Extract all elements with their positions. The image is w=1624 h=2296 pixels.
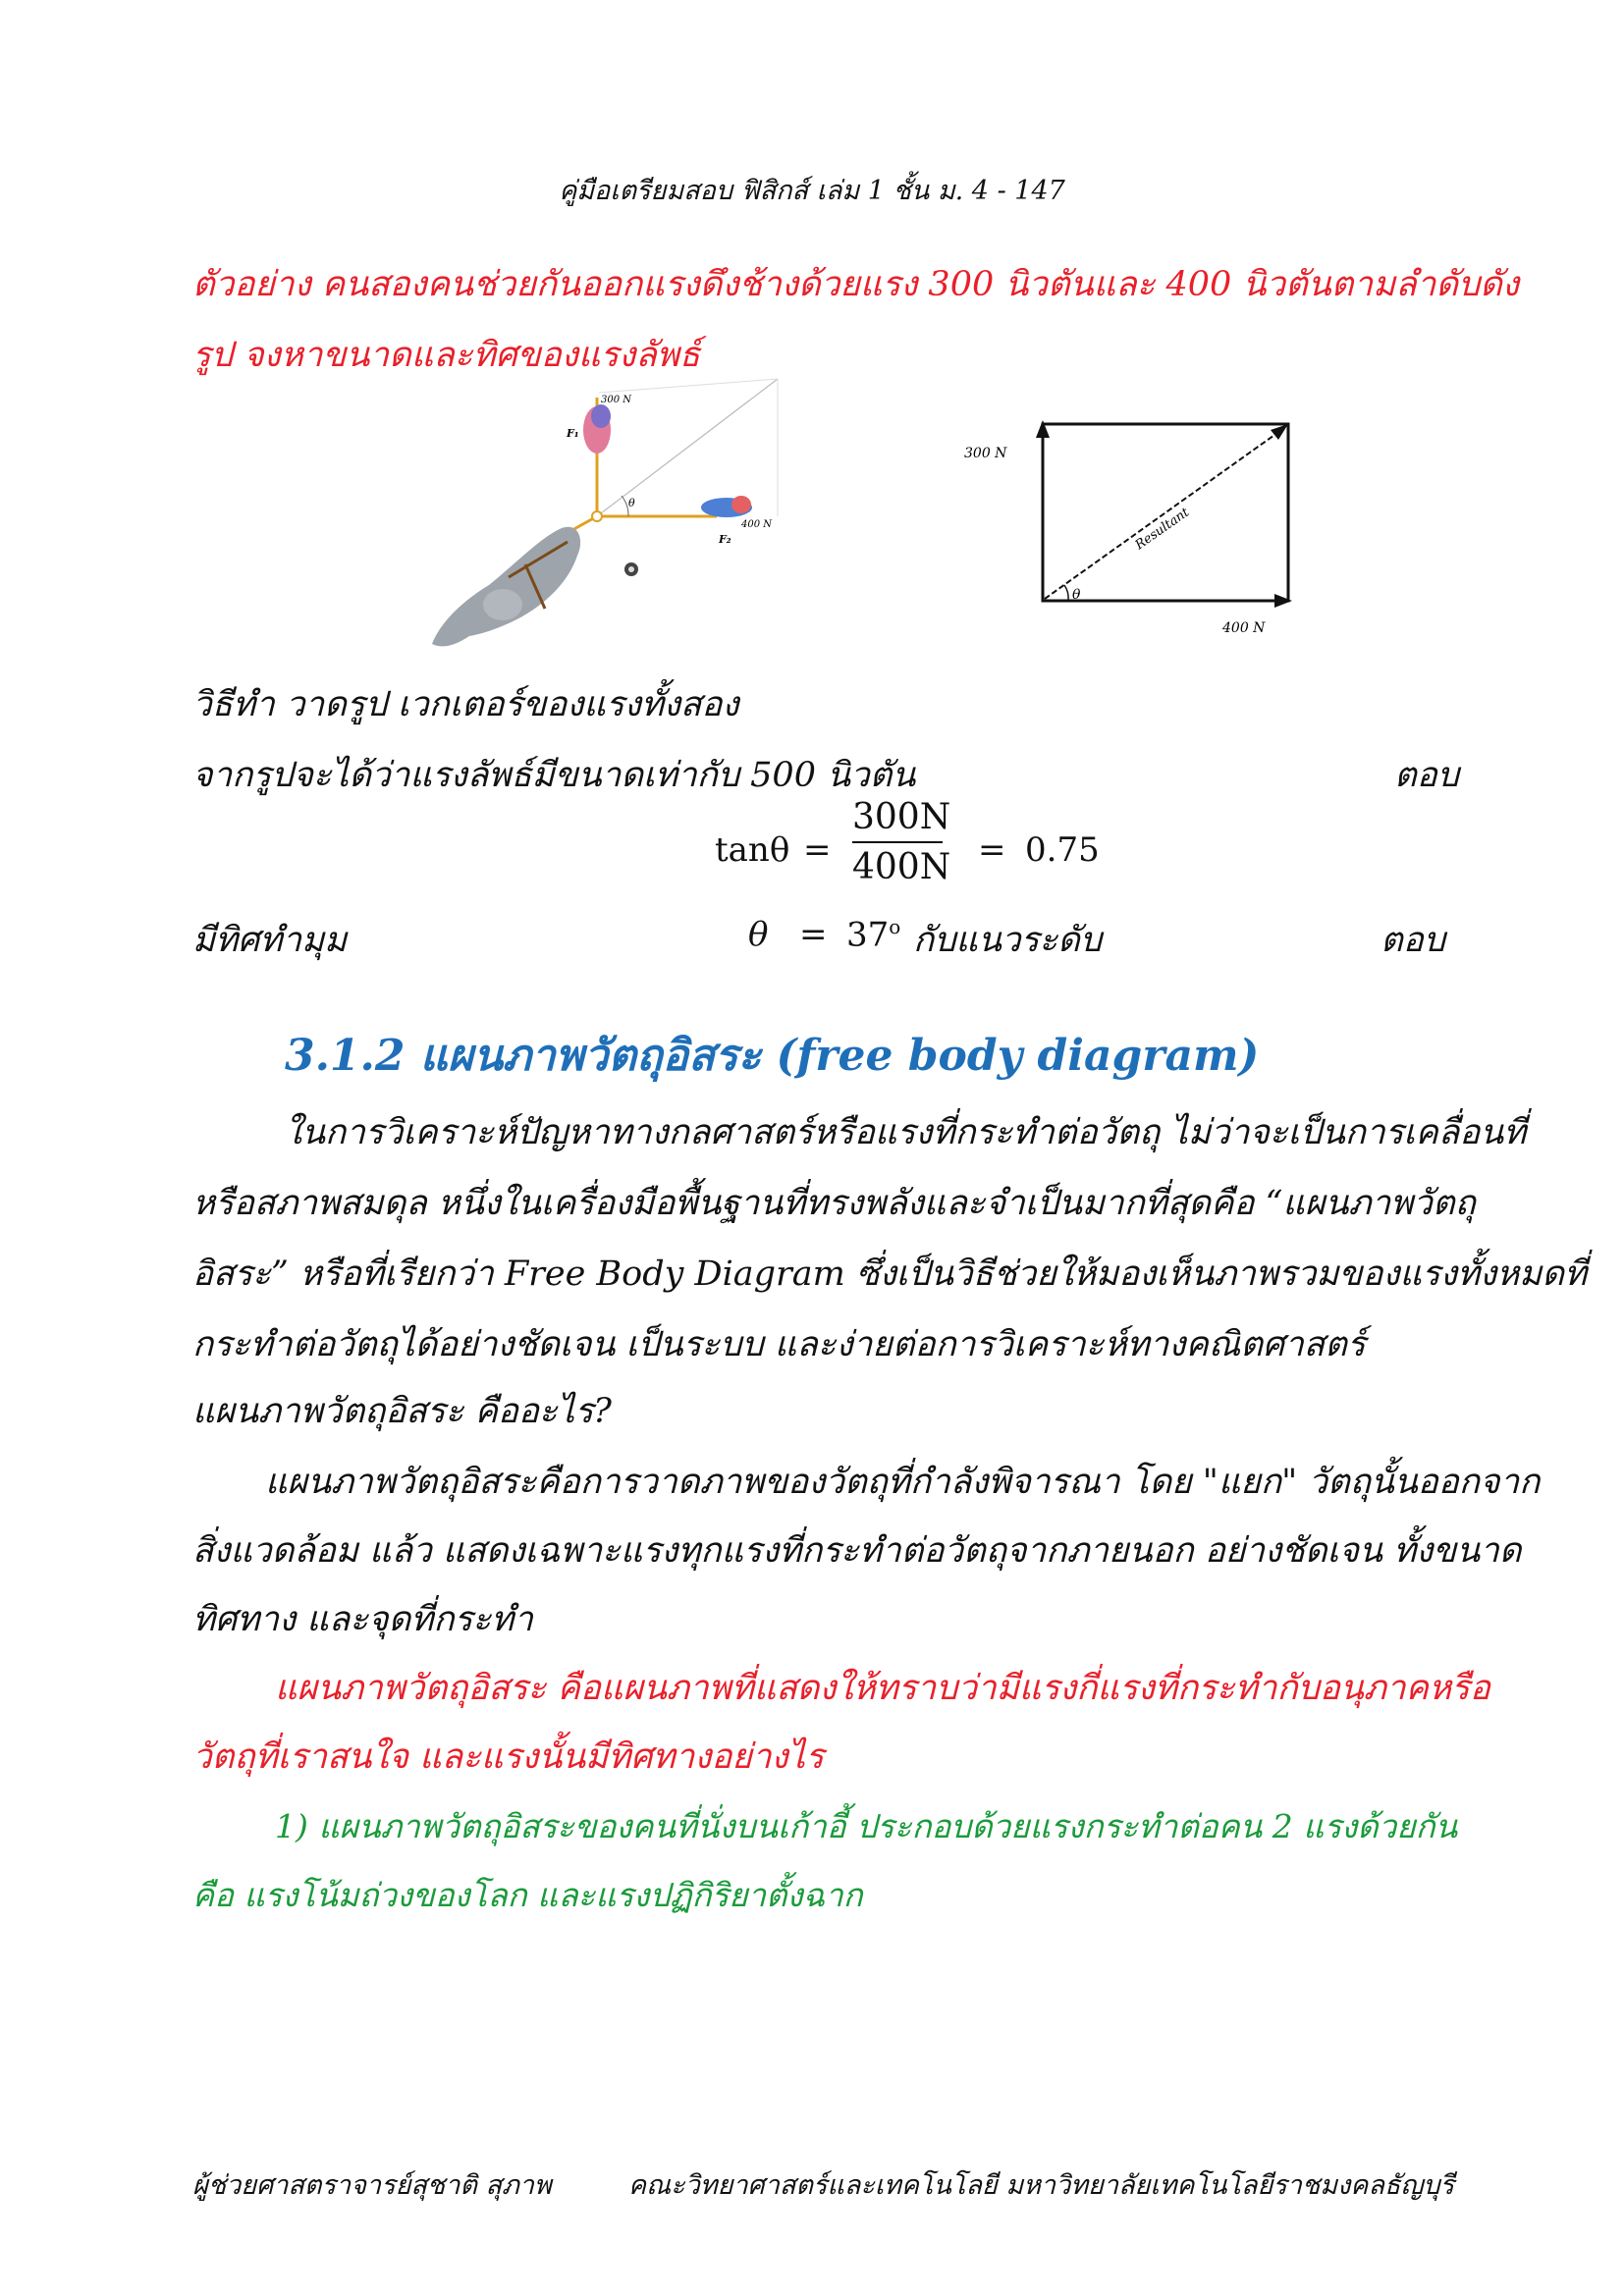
angle-reference: กับแนวระดับ [913, 921, 1103, 960]
example-item-line-2: คือ แรงโน้มถ่วงของโลก และแรงปฏิกิริยาตั้งฉาก [192, 1876, 863, 1914]
solution-line-1: วิธีทำ วาดรูป เวกเตอร์ของแรงทั้งสอง [192, 685, 739, 724]
vector-diagram [943, 412, 1316, 648]
guide-line-top [599, 379, 778, 393]
equals-2: = [978, 830, 1006, 870]
person-top-shirt [591, 404, 611, 428]
person-right-shirt [731, 496, 751, 513]
resultant-label: Resultant [1132, 505, 1193, 554]
fraction-numerator: 300N [852, 797, 943, 843]
figure2-theta: θ [1072, 587, 1081, 603]
example-line-1: ตัวอย่าง คนสองคนช่วยกันออกแรงดึงช้างด้วยแรง 300 นิวตันและ 400 นิวตันตามลำดับดัง [192, 265, 1520, 304]
tan-value: 0.75 [1025, 830, 1100, 870]
page-header: คู่มือเตรียมสอบ ฟิสิกส์ เล่ม 1 ชั้น ม. 4 - 147 [559, 176, 1065, 206]
arrow-head-resultant [1271, 424, 1288, 440]
example-line-2: รูป จงหาขนาดและทิศของแรงลัพธ์ [192, 336, 701, 375]
figure2-label-300: 300 N [964, 446, 1007, 461]
definition-line-1: แผนภาพวัตถุอิสระ คือแผนภาพที่แสดงให้ทราบว่ามีแรงกี่แรงที่กระทำกับอนุภาคหรือ [275, 1669, 1490, 1708]
angle-number: 37 [846, 915, 890, 955]
figure1-theta: θ [628, 497, 635, 509]
figure1-f1: F₁ [567, 427, 579, 440]
tan-fraction [852, 797, 951, 887]
angle-degree: o [889, 915, 901, 938]
footer-institution: คณะวิทยาศาสตร์และเทคโนโลยี มหาวิทยาลัยเทคโนโลยีราชมงคลธัญบุรี [628, 2170, 1454, 2201]
tan-theta: tanθ [715, 830, 790, 870]
p1-line-2: หรือสภาพสมดุล หนึ่งในเครื่องมือพื้นฐานที่ทรงพลังและจำเป็นมากที่สุดคือ “แผนภาพวัตถุ [192, 1184, 1476, 1223]
figure1-f2: F₂ [719, 533, 731, 546]
figure1-label-300: 300 N [601, 395, 632, 405]
angle-arc-2 [1064, 585, 1068, 601]
p2-line-1: แผนภาพวัตถุอิสระคือการวาดภาพของวัตถุที่กำลังพิจารณา โดย "แยก" วัตถุนั้นออกจาก [265, 1463, 1541, 1502]
p2-line-3: ทิศทาง และจุดที่กระทำ [192, 1600, 533, 1639]
figure1-label-400: 400 N [741, 519, 773, 530]
example-item-line-1: 1) แผนภาพวัตถุอิสระของคนที่นั่งบนเก้าอี้ ประกอบด้วยแรงกระทำต่อคน 2 แรงด้วยกัน [275, 1807, 1458, 1845]
elephant-pull-figure [393, 373, 805, 667]
p1-line-4: กระทำต่อวัตถุได้อย่างชัดเจน เป็นระบบ และง่ายต่อการวิเคราะห์ทางคณิตศาสตร์ [192, 1325, 1366, 1364]
figure2-label-400: 400 N [1222, 620, 1266, 636]
rope-knot [592, 511, 602, 521]
angle-arc [622, 496, 628, 516]
elephant-ear [483, 589, 522, 620]
direction-label: มีทิศทำมุม [192, 921, 348, 960]
definition-line-2: วัตถุที่เราสนใจ และแรงนั้นมีทิศทางอย่างไร [192, 1737, 825, 1777]
angle-value [846, 915, 900, 954]
elephant-body [432, 527, 580, 647]
equals-1: = [803, 830, 832, 870]
footer-author: ผู้ช่วยศาสตราจารย์สุชาติ สุภาพ [192, 2170, 552, 2201]
vector-rectangle [1043, 424, 1288, 601]
p2-line-2: สิ่งแวดล้อม แล้ว แสดงเฉพาะแรงทุกแรงที่กระทำต่อวัตถุจากภายนอก อย่างชัดเจน ทั้งขนาด [192, 1531, 1522, 1571]
solution-line-2: จากรูปจะได้ว่าแรงลัพธ์มีขนาดเท่ากับ 500 นิวตัน [192, 756, 916, 795]
answer-label-1: ตอบ [1394, 756, 1459, 795]
theta-symbol: θ [748, 915, 769, 954]
section-heading: 3.1.2 แผนภาพวัตถุอิสระ (free body diagram) [285, 1031, 1260, 1081]
answer-label-2: ตอบ [1380, 921, 1445, 960]
fraction-denominator: 400N [852, 847, 951, 887]
resultant-line [1045, 428, 1284, 599]
p1-line-1: ในการวิเคราะห์ปัญหาทางกลศาสตร์หรือแรงที่กระทำต่อวัตถุ ไม่ว่าจะเป็นการเคลื่อนที่ [285, 1113, 1527, 1152]
p1-line-3: อิสระ” หรือที่เรียกว่า Free Body Diagram ซึ่งเป็นวิธีช่วยให้มองเห็นภาพรวมของแรงทั้งหมดที่ [192, 1255, 1588, 1294]
question-line: แผนภาพวัตถุอิสระ คืออะไร? [192, 1392, 612, 1431]
equals-3: = [799, 915, 828, 954]
